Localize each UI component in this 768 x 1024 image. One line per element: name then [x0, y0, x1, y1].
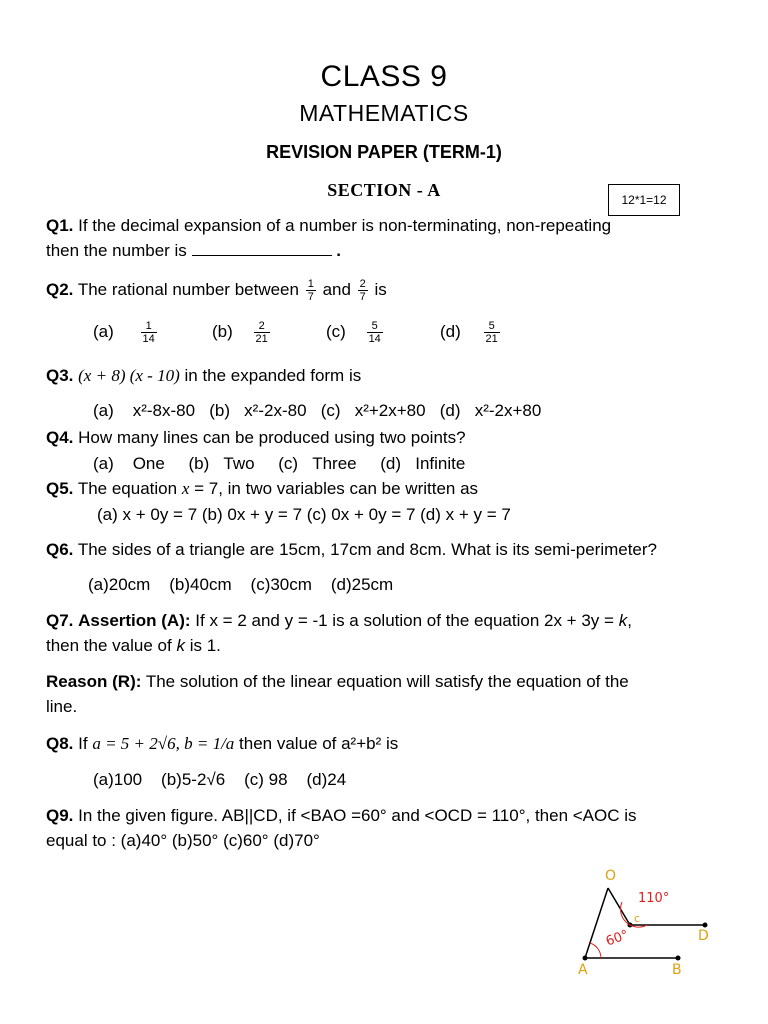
marks-box	[608, 184, 680, 216]
point-d	[703, 923, 708, 928]
marks-text: 12*1=12	[621, 193, 667, 207]
point-b	[676, 956, 681, 961]
q2-option-a: (a) $\frac{1}{14}$	[93, 320, 155, 345]
q4-line: Q4. How many lines can be produced using two points?	[46, 428, 466, 447]
q7-reason-line1: Reason (R): The solution of the linear equation will satisfy the equation of the	[46, 672, 629, 691]
q7-assertion-label: Assertion (A):	[78, 611, 191, 630]
q3-options: (a) x²-8x-80 (b) x²-2x-80 (c) x²+2x+80 (d) x²-2x+80	[93, 401, 542, 420]
point-a	[583, 956, 588, 961]
label-a: A	[578, 962, 588, 978]
q5-line: Q5. The equation x = 7, in two variables can be written as	[46, 479, 479, 498]
q2-option-d: (d) $\frac{5}{21}$	[440, 320, 498, 345]
q2-line	[46, 274, 387, 306]
label-o: O	[605, 868, 617, 884]
q2-fraction-2: $\frac{2}{7}$	[359, 278, 366, 304]
label-c: c	[634, 912, 641, 925]
q2-option-c: (c) $\frac{5}{14}$	[326, 320, 381, 345]
q1-text2: then the number is	[46, 241, 187, 260]
q3-line: Q3. (x + 8) (x - 10) in the expanded form is	[46, 366, 362, 385]
q9-line1: Q9. In the given figure. AB||CD, if <BAO =60° and <OCD = 110°, then <AOC is	[46, 806, 637, 825]
q2-text1: The rational number between	[77, 280, 299, 299]
q8-expression: a = 5 + 2√6, b = 1/a	[92, 734, 235, 753]
q2-and: and	[322, 280, 351, 299]
q3-expression: (x + 8) (x - 10)	[78, 366, 180, 385]
class-title: CLASS 9	[320, 60, 448, 93]
subject-title: MATHEMATICS	[299, 100, 469, 126]
q7-reason-label: Reason (R):	[46, 672, 142, 691]
q6-line: Q6. The sides of a triangle are 15cm, 17cm and 8cm. What is its semi-perimeter?	[46, 540, 657, 559]
q5-options: (a) x + 0y = 7 (b) 0x + y = 7 (c) 0x + 0y = 7 (d) x + y = 7	[97, 505, 511, 524]
q2-text2: is	[374, 280, 387, 299]
angle-label-110: 110°	[638, 891, 670, 906]
angle-arc-a	[590, 943, 601, 958]
q1-blank	[192, 241, 332, 256]
q2-fraction-1: $\frac{1}{7}$	[307, 278, 314, 304]
paper-title: REVISION PAPER (TERM-1)	[266, 142, 502, 162]
q7-line2: then the value of k is 1.	[46, 636, 221, 655]
q1-text1: If the decimal expansion of a number is non-terminating, non-repeating	[78, 216, 612, 235]
section-heading: SECTION - A	[327, 180, 441, 200]
q2-option-b: (b) $\frac{2}{21}$	[212, 320, 268, 345]
line-oc	[608, 888, 630, 925]
label-d: D	[698, 928, 709, 944]
label-b: B	[672, 962, 682, 978]
q6-options: (a)20cm (b)40cm (c)30cm (d)25cm	[88, 575, 394, 594]
q1-line1	[46, 216, 611, 236]
q1-number: Q1.	[46, 216, 74, 235]
q2-number: Q2.	[46, 280, 74, 299]
q1-period: .	[336, 241, 342, 260]
geometry-figure	[560, 860, 740, 985]
q9-line2: equal to : (a)40° (b)50° (c)60° (d)70°	[46, 831, 320, 850]
q1-line2	[46, 241, 341, 261]
q8-options: (a)100 (b)5-2√6 (c) 98 (d)24	[93, 770, 347, 789]
q4-options: (a) One (b) Two (c) Three (d) Infinite	[93, 454, 466, 473]
q8-line: Q8. If a = 5 + 2√6, b = 1/a then value of a²+b² is	[46, 734, 399, 753]
q7-reason-line2: line.	[46, 697, 78, 716]
angle-label-60: 60°	[603, 927, 631, 950]
q7-line1: Q7. Assertion (A): If x = 2 and y = -1 is a solution of the equation 2x + 3y = k,	[46, 611, 632, 630]
